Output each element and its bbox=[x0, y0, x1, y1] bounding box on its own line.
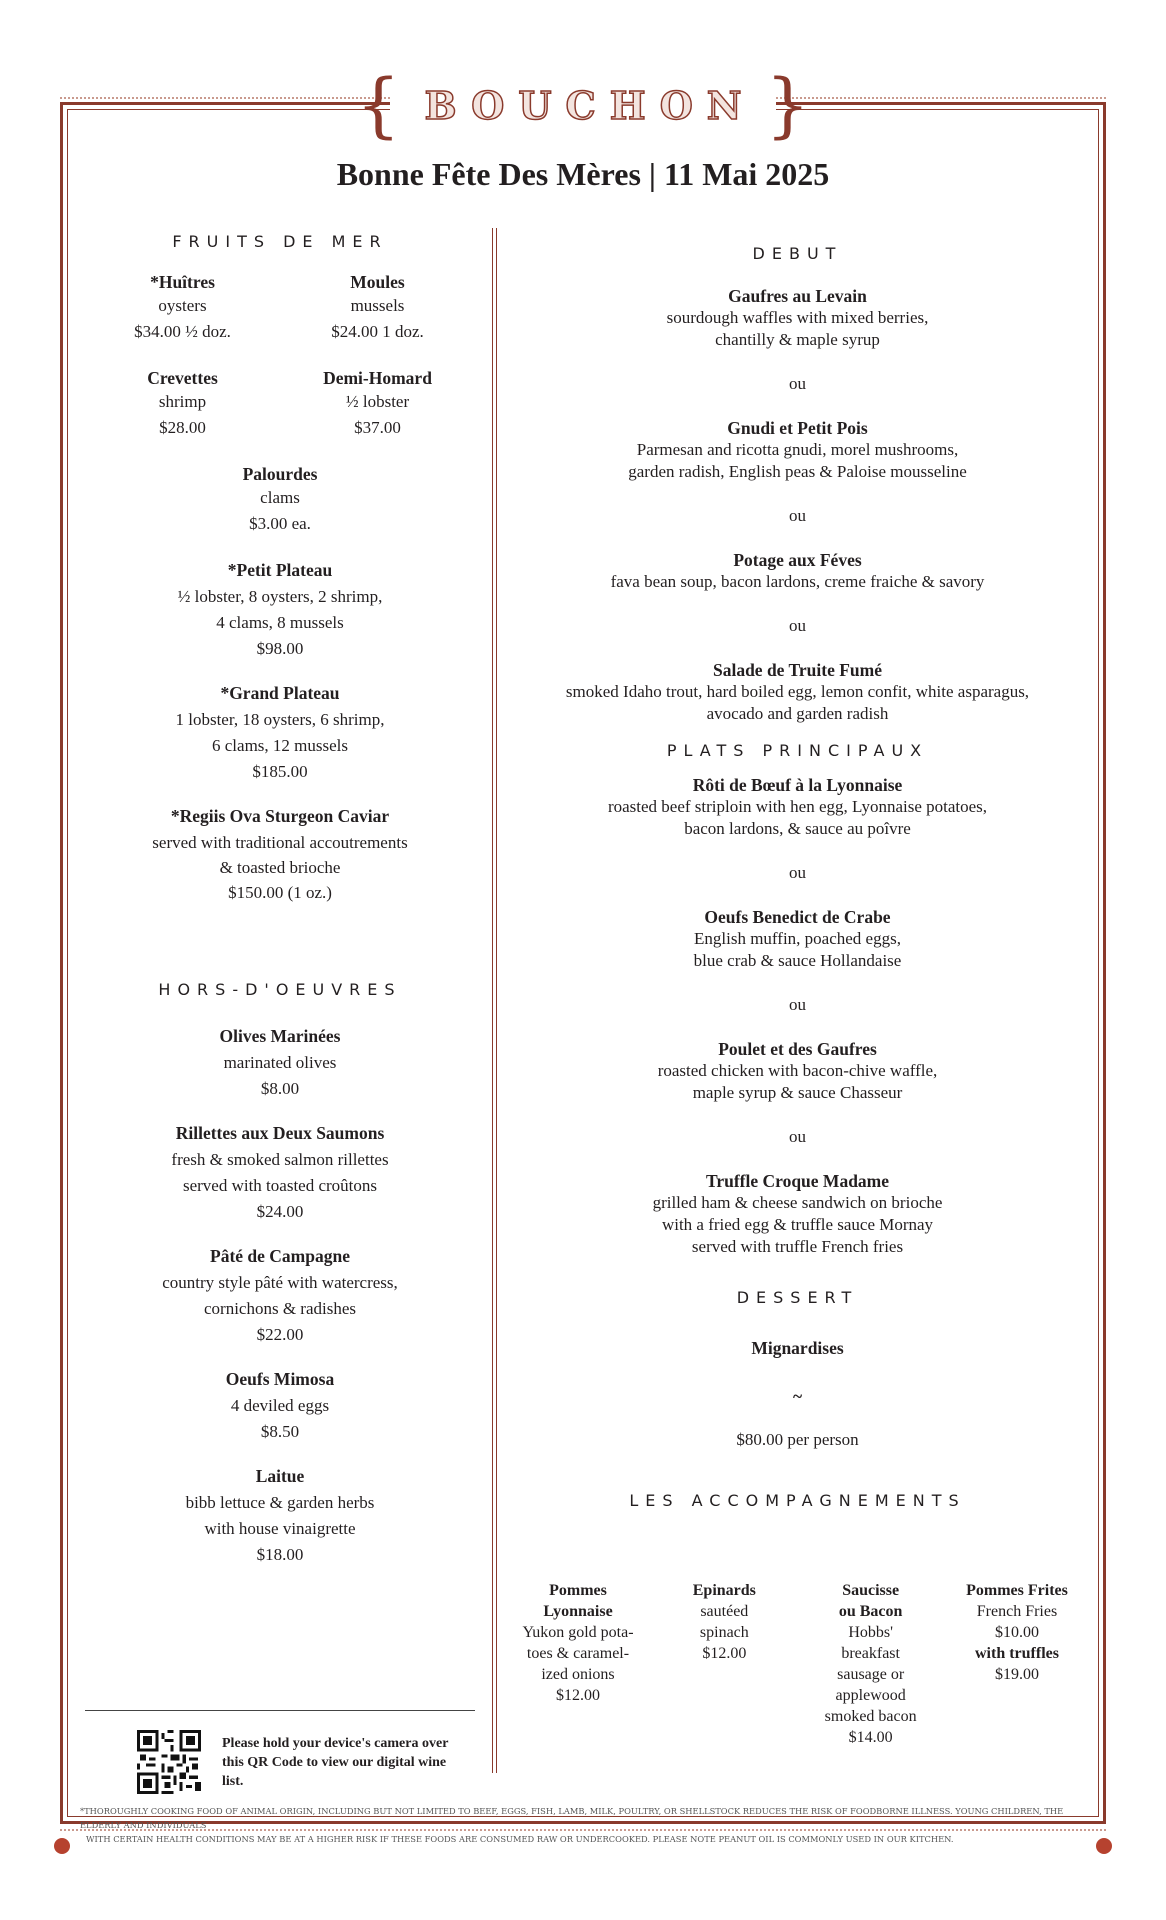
item-desc: Parmesan and ricotta gnudi, morel mushrooms, bbox=[636, 440, 959, 459]
item-salade-truite bbox=[505, 659, 1090, 725]
item-gnudi bbox=[505, 417, 1090, 483]
side-name: Epinards bbox=[692, 1582, 756, 1599]
item-name: Crevettes bbox=[147, 368, 218, 388]
item-desc: maple syrup & sauce Chasseur bbox=[692, 1083, 903, 1102]
item-desc: mussels bbox=[350, 296, 405, 315]
item-croque-madame bbox=[505, 1170, 1090, 1258]
item-price: $18.00 bbox=[256, 1545, 304, 1564]
item-desc: ½ lobster bbox=[345, 392, 410, 411]
item-grand-plateau bbox=[85, 682, 475, 785]
side-price: $19.00 bbox=[994, 1666, 1039, 1683]
item-price: $24.00 1 doz. bbox=[331, 322, 424, 341]
side-saucisse bbox=[798, 1580, 944, 1748]
item-price: $24.00 bbox=[256, 1202, 304, 1221]
item-name: Laitue bbox=[255, 1466, 305, 1486]
side-price: $12.00 bbox=[556, 1687, 600, 1704]
item-desc: bacon lardons, & sauce au poîvre bbox=[684, 819, 911, 838]
item-moules bbox=[280, 271, 475, 345]
item-name: *Huîtres bbox=[150, 272, 215, 292]
item-price: $3.00 ea. bbox=[249, 514, 311, 533]
side-pommes-lyonnaise bbox=[505, 1580, 651, 1748]
item-desc: cornichons & radishes bbox=[203, 1299, 357, 1318]
or-separator: ou bbox=[789, 995, 806, 1014]
side-price: $14.00 bbox=[848, 1729, 893, 1746]
sides-row bbox=[505, 1580, 1090, 1748]
item-name: *Petit Plateau bbox=[227, 560, 333, 580]
item-pate bbox=[85, 1245, 475, 1348]
item-desc: English muffin, poached eggs, bbox=[694, 929, 901, 948]
side-desc: sausage or bbox=[837, 1666, 905, 1683]
section-header-debut: DEBUT bbox=[752, 244, 843, 263]
side-name: Saucisse bbox=[842, 1582, 900, 1599]
item-price: $185.00 bbox=[252, 762, 308, 781]
item-name: Oeufs Mimosa bbox=[225, 1369, 335, 1389]
or-separator: ou bbox=[789, 863, 806, 882]
tilde-separator: ~ bbox=[792, 1386, 803, 1406]
item-gaufres bbox=[505, 285, 1090, 351]
item-name: Rillettes aux Deux Saumons bbox=[175, 1123, 385, 1143]
item-laitue bbox=[85, 1465, 475, 1568]
item-poulet-gaufres bbox=[505, 1038, 1090, 1104]
item-price: $34.00 ½ doz. bbox=[134, 322, 231, 341]
item-name: Salade de Truite Fumé bbox=[712, 660, 882, 680]
item-desc: & toasted brioche bbox=[219, 858, 341, 877]
item-desc: 1 lobster, 18 oysters, 6 shrimp, bbox=[175, 710, 385, 729]
right-column bbox=[505, 244, 1090, 1510]
item-desc: oysters bbox=[158, 296, 207, 315]
item-desc: bibb lettuce & garden herbs bbox=[185, 1493, 375, 1512]
item-potage bbox=[505, 549, 1090, 593]
item-price: $22.00 bbox=[256, 1325, 304, 1344]
item-name: Gaufres au Levain bbox=[728, 286, 867, 306]
page-title: Bonne Fête Des Mères | 11 Mai 2025 bbox=[336, 156, 830, 192]
item-desc: served with truffle French fries bbox=[691, 1237, 904, 1256]
item-name: Gnudi et Petit Pois bbox=[727, 418, 868, 438]
section-header-accompagnements: LES ACCOMPAGNEMENTS bbox=[629, 1491, 966, 1510]
item-desc: clams bbox=[260, 488, 300, 507]
item-name: Potage aux Féves bbox=[733, 550, 862, 570]
side-desc: toes & caramel- bbox=[526, 1645, 630, 1662]
side-desc: smoked bacon bbox=[824, 1708, 917, 1725]
item-palourdes bbox=[85, 463, 475, 537]
item-price: $8.00 bbox=[260, 1079, 300, 1098]
item-desc: 6 clams, 12 mussels bbox=[212, 736, 348, 755]
right-brace-ornament: } bbox=[765, 64, 811, 146]
item-name: Rôti de Bœuf à la Lyonnaise bbox=[692, 775, 903, 795]
item-rillettes bbox=[85, 1122, 475, 1225]
item-desc: chantilly & maple syrup bbox=[715, 330, 880, 349]
section-header-dessert: DESSERT bbox=[736, 1288, 859, 1307]
item-price: $37.00 bbox=[354, 418, 401, 437]
side-name: Lyonnaise bbox=[543, 1603, 613, 1620]
item-huitres bbox=[85, 271, 280, 345]
column-divider bbox=[492, 228, 497, 1773]
item-desc: fresh & smoked salmon rillettes bbox=[171, 1150, 389, 1169]
item-price: $150.00 (1 oz.) bbox=[228, 883, 332, 902]
item-desc: served with toasted croûtons bbox=[182, 1176, 378, 1195]
corner-ornament-left bbox=[54, 1838, 70, 1854]
item-price: $28.00 bbox=[159, 418, 206, 437]
item-desc: sourdough waffles with mixed berries, bbox=[666, 308, 929, 327]
item-desc: ½ lobster, 8 oysters, 2 shrimp, bbox=[177, 587, 383, 606]
section-header-plats-principaux: PLATS PRINCIPAUX bbox=[666, 741, 929, 760]
item-name: Demi-Homard bbox=[323, 368, 432, 388]
or-separator: ou bbox=[789, 616, 806, 635]
side-epinards bbox=[651, 1580, 797, 1748]
item-name: Truffle Croque Madame bbox=[705, 1171, 890, 1191]
item-price: $8.50 bbox=[260, 1422, 300, 1441]
section-header-hors-doeuvres: HORS-D'OEUVRES bbox=[158, 980, 402, 999]
item-mignardises: Mignardises bbox=[751, 1338, 844, 1358]
or-separator: ou bbox=[789, 506, 806, 525]
qr-instructions: Please hold your device's camera over this QR Code to view our digital wine list. bbox=[222, 1736, 449, 1789]
item-petit-plateau bbox=[85, 559, 475, 662]
side-desc: spinach bbox=[699, 1624, 749, 1641]
item-desc: with house vinaigrette bbox=[204, 1519, 356, 1538]
qr-code-icon[interactable] bbox=[137, 1730, 201, 1794]
item-crevettes bbox=[85, 367, 280, 441]
item-name: *Grand Plateau bbox=[220, 683, 340, 703]
item-roti-de-boeuf bbox=[505, 774, 1090, 840]
side-desc: Yukon gold pota- bbox=[522, 1624, 634, 1641]
left-column bbox=[85, 232, 475, 1568]
item-oeufs-mimosa bbox=[85, 1368, 475, 1445]
side-price: $12.00 bbox=[702, 1645, 747, 1662]
item-oeufs-benedict bbox=[505, 906, 1090, 972]
item-desc: avocado and garden radish bbox=[706, 704, 889, 723]
side-desc: breakfast bbox=[841, 1645, 900, 1662]
or-separator: ou bbox=[789, 374, 806, 393]
side-desc: sautéed bbox=[700, 1603, 749, 1620]
item-caviar bbox=[85, 805, 475, 906]
side-option: with truffles bbox=[974, 1645, 1059, 1662]
seafood-row-1 bbox=[85, 271, 475, 345]
health-disclaimer bbox=[80, 1804, 1100, 1846]
item-desc: smoked Idaho trout, hard boiled egg, lemon confit, white asparagus, bbox=[565, 682, 1030, 701]
or-separator: ou bbox=[789, 1127, 806, 1146]
item-desc: with a fried egg & truffle sauce Mornay bbox=[661, 1215, 934, 1234]
item-desc: grilled ham & cheese sandwich on brioche bbox=[652, 1193, 943, 1212]
item-desc: roasted chicken with bacon-chive waffle, bbox=[657, 1061, 938, 1080]
item-name: Pâté de Campagne bbox=[210, 1246, 350, 1266]
item-desc: fava bean soup, bacon lardons, creme fraiche & savory bbox=[610, 572, 985, 591]
item-desc: 4 clams, 8 mussels bbox=[216, 613, 344, 632]
prix-fixe-price: $80.00 per person bbox=[736, 1430, 859, 1449]
disclaimer-line: *THOROUGHLY COOKING FOOD OF ANIMAL ORIGIN, INCLUDING BUT NOT LIMITED TO BEEF, EGGS, FISH, LAMB, MILK, POULTRY, OR SHELLSTOCK REDUCES THE RISK OF FOODBORNE ILLNESS. YOUNG CHILDREN, THE ELDERLY AND INDIVIDUALS bbox=[80, 1806, 1064, 1830]
item-olives bbox=[85, 1025, 475, 1102]
item-desc: country style pâté with watercress, bbox=[162, 1273, 398, 1292]
side-name: ou Bacon bbox=[838, 1603, 903, 1620]
item-price: $98.00 bbox=[256, 639, 304, 658]
side-pommes-frites bbox=[944, 1580, 1090, 1748]
seafood-row-2 bbox=[85, 367, 475, 441]
item-demi-homard bbox=[280, 367, 475, 441]
item-name: *Regiis Ova Sturgeon Caviar bbox=[170, 806, 390, 826]
logo bbox=[355, 64, 811, 146]
item-desc: shrimp bbox=[158, 392, 207, 411]
item-desc: served with traditional accoutrements bbox=[152, 833, 408, 852]
item-desc: blue crab & sauce Hollandaise bbox=[693, 951, 902, 970]
side-price: $10.00 bbox=[994, 1624, 1039, 1641]
item-desc: 4 deviled eggs bbox=[230, 1396, 330, 1415]
item-name: Oeufs Benedict de Crabe bbox=[704, 907, 891, 927]
side-desc: Hobbs' bbox=[848, 1624, 893, 1641]
side-name: Pommes bbox=[549, 1582, 607, 1599]
item-desc: garden radish, English peas & Paloise mousseline bbox=[628, 462, 967, 481]
left-brace-ornament: { bbox=[355, 64, 401, 146]
disclaimer-line: WITH CERTAIN HEALTH CONDITIONS MAY BE AT A HIGHER RISK IF THESE FOODS ARE CONSUMED RAW OR UNDERCOOKED. PLEASE NOTE PEANUT OIL IS COMMONLY USED IN OUR KITCHEN. bbox=[86, 1834, 954, 1844]
item-name: Moules bbox=[350, 272, 405, 292]
item-desc: roasted beef striploin with hen egg, Lyonnaise potatoes, bbox=[607, 797, 988, 816]
item-desc: marinated olives bbox=[223, 1053, 337, 1072]
section-header-fruits-de-mer: FRUITS DE MER bbox=[172, 232, 388, 251]
side-desc: ized onions bbox=[541, 1666, 615, 1683]
item-name: Olives Marinées bbox=[219, 1026, 341, 1046]
item-name: Poulet et des Gaufres bbox=[718, 1039, 877, 1059]
side-name: Pommes Frites bbox=[966, 1582, 1068, 1599]
item-name: Palourdes bbox=[242, 464, 318, 484]
side-desc: French Fries bbox=[976, 1603, 1058, 1620]
logo-text: BOUCHON bbox=[424, 82, 756, 128]
side-desc: applewood bbox=[835, 1687, 906, 1704]
qr-divider bbox=[85, 1710, 475, 1711]
